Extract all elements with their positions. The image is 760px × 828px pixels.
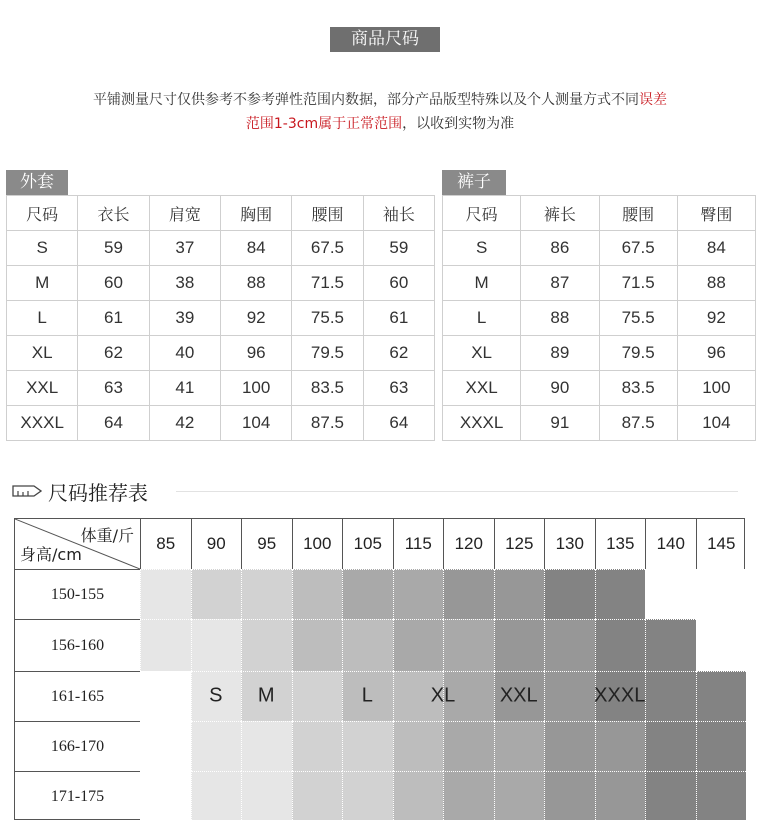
notice-line-1 bbox=[20, 88, 740, 112]
table-cell: XXL bbox=[443, 371, 521, 406]
table-cell: 88 bbox=[220, 266, 291, 301]
size-recommend-grid bbox=[14, 518, 745, 820]
table-row bbox=[7, 336, 435, 371]
grid-cell bbox=[696, 771, 747, 820]
table-cell: XL bbox=[443, 336, 521, 371]
grid-cell bbox=[443, 619, 494, 671]
table-cell: 60 bbox=[363, 266, 434, 301]
grid-cell bbox=[292, 569, 343, 619]
table-cell: XL bbox=[7, 336, 78, 371]
weight-header: 130 bbox=[544, 519, 595, 569]
column-header: 裤长 bbox=[521, 196, 599, 231]
table-row bbox=[443, 371, 756, 406]
notice-highlight: 范围1-3cm属于正常范围 bbox=[245, 116, 403, 132]
grid-cell bbox=[645, 569, 696, 619]
grid-cell bbox=[645, 721, 696, 771]
grid-cell bbox=[292, 671, 343, 721]
grid-cell bbox=[191, 569, 242, 619]
grid-cell bbox=[342, 721, 393, 771]
grid-cell bbox=[443, 771, 494, 820]
table-cell: XXL bbox=[7, 371, 78, 406]
grid-cell bbox=[544, 671, 595, 721]
size-label: XXL bbox=[499, 684, 538, 707]
table-cell: 86 bbox=[521, 231, 599, 266]
table-cell: 59 bbox=[78, 231, 149, 266]
table-cell: 83.5 bbox=[292, 371, 363, 406]
grid-cell bbox=[342, 569, 393, 619]
table-cell: 90 bbox=[521, 371, 599, 406]
table-cell: 63 bbox=[363, 371, 434, 406]
weight-header: 145 bbox=[696, 519, 747, 569]
grid-cell bbox=[393, 721, 444, 771]
table-header-row bbox=[443, 196, 756, 231]
column-header: 臀围 bbox=[677, 196, 755, 231]
ruler-icon bbox=[12, 483, 42, 499]
table-row bbox=[7, 301, 435, 336]
size-label: M bbox=[257, 684, 275, 707]
height-label: 156-160 bbox=[15, 619, 140, 671]
column-header: 袖长 bbox=[363, 196, 434, 231]
table-cell: 96 bbox=[677, 336, 755, 371]
table-cell: 96 bbox=[220, 336, 291, 371]
table-cell: 59 bbox=[363, 231, 434, 266]
grid-cell bbox=[544, 721, 595, 771]
size-label: XL bbox=[430, 684, 456, 707]
grid-cell bbox=[696, 721, 747, 771]
height-label: 150-155 bbox=[15, 569, 140, 619]
table-cell: 67.5 bbox=[292, 231, 363, 266]
grid-cell bbox=[544, 569, 595, 619]
weight-header: 85 bbox=[140, 519, 191, 569]
height-label: 171-175 bbox=[15, 771, 140, 820]
corner-weight-label: 体重/斤 bbox=[80, 526, 134, 545]
table-cell: S bbox=[443, 231, 521, 266]
column-header: 尺码 bbox=[443, 196, 521, 231]
grid-cell bbox=[443, 569, 494, 619]
table-row bbox=[7, 406, 435, 441]
column-header: 腰围 bbox=[599, 196, 677, 231]
grid-cell bbox=[140, 771, 191, 820]
table-cell: 61 bbox=[363, 301, 434, 336]
grid-cell bbox=[191, 771, 242, 820]
table-cell: 71.5 bbox=[599, 266, 677, 301]
table-row bbox=[7, 371, 435, 406]
grid-cell bbox=[595, 619, 646, 671]
notice-line-2 bbox=[20, 112, 740, 136]
table-cell: 104 bbox=[677, 406, 755, 441]
table-cell: 87.5 bbox=[599, 406, 677, 441]
weight-header: 125 bbox=[494, 519, 545, 569]
column-header: 胸围 bbox=[220, 196, 291, 231]
grid-cell bbox=[544, 771, 595, 820]
size-label: L bbox=[361, 684, 373, 707]
table-cell: 64 bbox=[78, 406, 149, 441]
grid-cell bbox=[595, 569, 646, 619]
weight-header: 115 bbox=[393, 519, 444, 569]
grid-cell bbox=[645, 619, 696, 671]
table-cell: 84 bbox=[677, 231, 755, 266]
weight-header: 120 bbox=[443, 519, 494, 569]
table-cell: 60 bbox=[78, 266, 149, 301]
grid-cell bbox=[191, 721, 242, 771]
weight-header: 105 bbox=[342, 519, 393, 569]
table-row bbox=[443, 231, 756, 266]
table-cell: 62 bbox=[78, 336, 149, 371]
grid-cell bbox=[342, 771, 393, 820]
table-cell: XXXL bbox=[443, 406, 521, 441]
table-cell: 39 bbox=[149, 301, 220, 336]
size-label: S bbox=[209, 684, 223, 707]
table-cell: M bbox=[443, 266, 521, 301]
height-label: 166-170 bbox=[15, 721, 140, 771]
grid-cell bbox=[241, 619, 292, 671]
table-cell: L bbox=[443, 301, 521, 336]
recommend-header bbox=[12, 478, 148, 504]
table-cell: 84 bbox=[220, 231, 291, 266]
table-cell: 61 bbox=[78, 301, 149, 336]
table-row bbox=[443, 266, 756, 301]
table-cell: 100 bbox=[220, 371, 291, 406]
grid-cell bbox=[393, 619, 444, 671]
grid-cell bbox=[342, 619, 393, 671]
weight-header: 135 bbox=[595, 519, 646, 569]
table-row bbox=[7, 266, 435, 301]
jacket-size-table bbox=[6, 195, 435, 441]
grid-cell bbox=[645, 771, 696, 820]
grid-cell bbox=[241, 721, 292, 771]
corner-cell bbox=[15, 519, 140, 569]
page-title: 商品尺码 bbox=[330, 27, 440, 52]
table-cell: S bbox=[7, 231, 78, 266]
grid-cell bbox=[544, 619, 595, 671]
table-cell: 91 bbox=[521, 406, 599, 441]
table-cell: 79.5 bbox=[292, 336, 363, 371]
table-cell: 38 bbox=[149, 266, 220, 301]
grid-cell bbox=[595, 721, 646, 771]
table-row bbox=[443, 301, 756, 336]
table-cell: 42 bbox=[149, 406, 220, 441]
table-cell: 104 bbox=[220, 406, 291, 441]
corner-height-label: 身高/cm bbox=[20, 545, 82, 564]
grid-cell bbox=[696, 671, 747, 721]
table-cell: 40 bbox=[149, 336, 220, 371]
grid-cell bbox=[140, 569, 191, 619]
grid-cell bbox=[140, 721, 191, 771]
size-label: XXXL bbox=[594, 684, 646, 707]
table-cell: 75.5 bbox=[292, 301, 363, 336]
column-header: 肩宽 bbox=[149, 196, 220, 231]
grid-cell bbox=[292, 721, 343, 771]
table-cell: 41 bbox=[149, 371, 220, 406]
recommend-title: 尺码推荐表 bbox=[48, 480, 148, 505]
grid-cell bbox=[191, 619, 242, 671]
table-cell: M bbox=[7, 266, 78, 301]
table-cell: 88 bbox=[677, 266, 755, 301]
table-cell: 37 bbox=[149, 231, 220, 266]
table-cell: 79.5 bbox=[599, 336, 677, 371]
notice-highlight: 误差 bbox=[639, 92, 667, 108]
table-cell: 92 bbox=[220, 301, 291, 336]
column-header: 腰围 bbox=[292, 196, 363, 231]
table-cell: 92 bbox=[677, 301, 755, 336]
table-cell: 71.5 bbox=[292, 266, 363, 301]
column-header: 尺码 bbox=[7, 196, 78, 231]
weight-header: 100 bbox=[292, 519, 343, 569]
table-cell: 87 bbox=[521, 266, 599, 301]
grid-cell bbox=[292, 619, 343, 671]
table-cell: 75.5 bbox=[599, 301, 677, 336]
grid-cell bbox=[494, 619, 545, 671]
grid-cell bbox=[140, 671, 191, 721]
table-cell: 89 bbox=[521, 336, 599, 371]
table-cell: L bbox=[7, 301, 78, 336]
pants-tab: 裤子 bbox=[442, 170, 506, 195]
table-row bbox=[443, 336, 756, 371]
grid-cell bbox=[696, 569, 747, 619]
table-cell: 100 bbox=[677, 371, 755, 406]
table-row bbox=[443, 406, 756, 441]
grid-cell bbox=[595, 771, 646, 820]
grid-cell bbox=[241, 771, 292, 820]
table-header-row bbox=[7, 196, 435, 231]
table-cell: 83.5 bbox=[599, 371, 677, 406]
grid-cell bbox=[494, 771, 545, 820]
grid-cell bbox=[292, 771, 343, 820]
table-cell: 64 bbox=[363, 406, 434, 441]
pants-size-table bbox=[442, 195, 756, 441]
notice-text: ，以收到实物为准 bbox=[402, 116, 515, 132]
table-row bbox=[7, 231, 435, 266]
grid-cell bbox=[494, 721, 545, 771]
table-cell: 67.5 bbox=[599, 231, 677, 266]
table-cell: XXXL bbox=[7, 406, 78, 441]
weight-header: 90 bbox=[191, 519, 242, 569]
grid-cell bbox=[393, 771, 444, 820]
column-header: 衣长 bbox=[78, 196, 149, 231]
height-label: 161-165 bbox=[15, 671, 140, 721]
table-cell: 88 bbox=[521, 301, 599, 336]
table-cell: 63 bbox=[78, 371, 149, 406]
grid-cell bbox=[696, 619, 747, 671]
divider bbox=[176, 491, 738, 492]
grid-cell bbox=[494, 569, 545, 619]
grid-cell bbox=[140, 619, 191, 671]
table-cell: 62 bbox=[363, 336, 434, 371]
grid-cell bbox=[645, 671, 696, 721]
table-cell: 87.5 bbox=[292, 406, 363, 441]
jacket-tab: 外套 bbox=[6, 170, 68, 195]
notice-text: 平铺测量尺寸仅供参考不参考弹性范围内数据，部分产品版型特殊以及个人测量方式不同 bbox=[93, 92, 639, 108]
weight-header: 140 bbox=[645, 519, 696, 569]
weight-header: 95 bbox=[241, 519, 292, 569]
grid-cell bbox=[241, 569, 292, 619]
grid-cell bbox=[393, 569, 444, 619]
grid-cell bbox=[443, 721, 494, 771]
